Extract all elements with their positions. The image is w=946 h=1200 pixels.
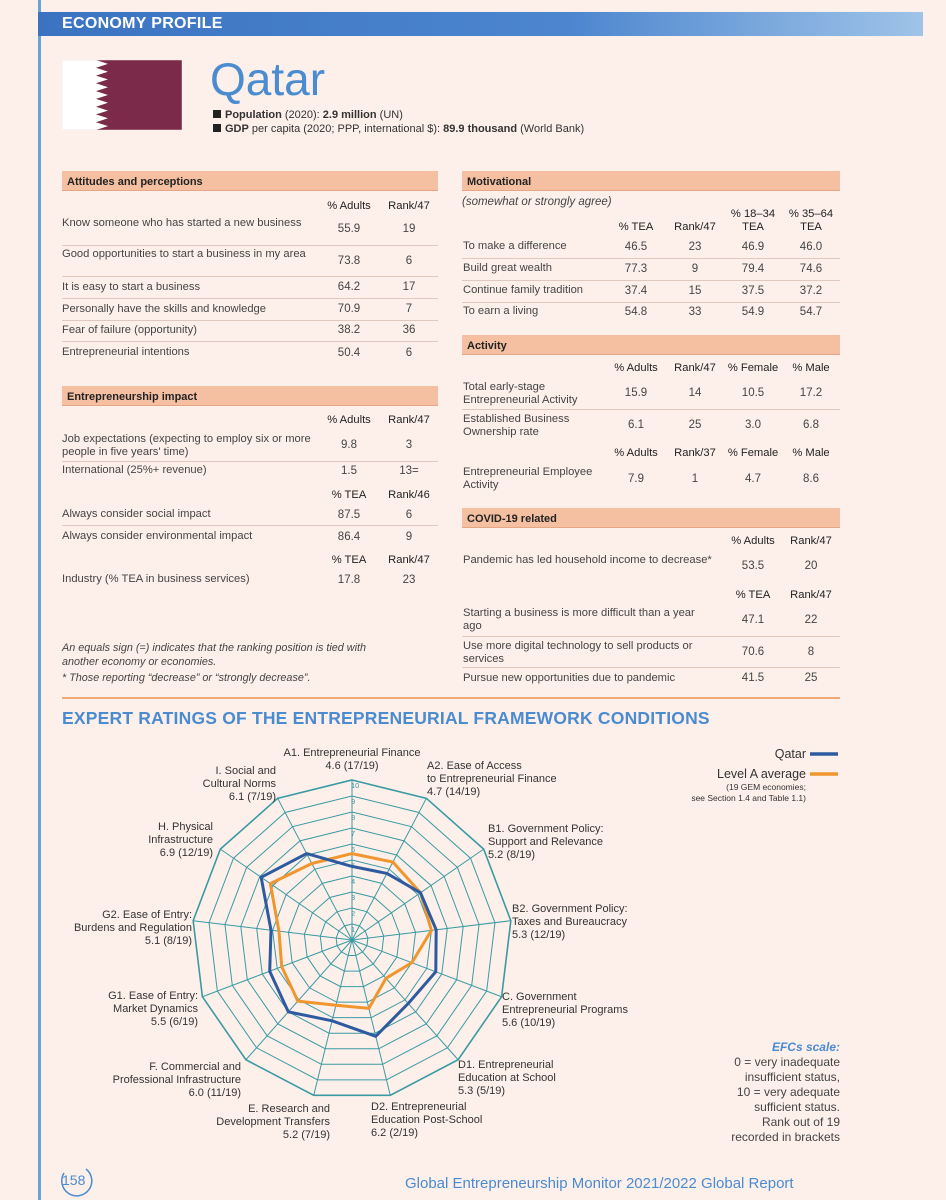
category-label: 5.2 (8/19) xyxy=(488,849,536,861)
row-divider xyxy=(62,276,438,277)
category-label: G1. Ease of Entry: xyxy=(108,990,198,1002)
legend-note: see Section 1.4 and Table 1.1) xyxy=(691,793,806,803)
table-cell: 86.4 xyxy=(337,531,361,543)
table-cell: 15.9 xyxy=(624,387,648,399)
col-header: % Female xyxy=(727,362,779,374)
row-divider xyxy=(462,409,840,410)
col-header: Rank/37 xyxy=(674,447,716,459)
expert-ratings-title: EXPERT RATINGS OF THE ENTREPRENEURIAL FRAMEWORK CONDITIONS xyxy=(62,708,710,728)
row-divider xyxy=(62,525,438,526)
category-label: 6.2 (2/19) xyxy=(371,1127,419,1139)
motivational-subtitle: (somewhat or strongly agree) xyxy=(462,196,612,208)
category-label: 5.5 (6/19) xyxy=(150,1016,198,1028)
tick-label: 7 xyxy=(351,829,356,838)
table-row-label: Know someone who has started a new business xyxy=(62,217,302,229)
row-divider xyxy=(62,298,438,299)
table-cell: 9.8 xyxy=(341,439,357,451)
efc-scale-line: recorded in brackets xyxy=(731,1130,840,1144)
table-row-label: To make a difference xyxy=(463,240,567,252)
table-cell: 19 xyxy=(402,223,416,235)
section-motivational: Motivational xyxy=(462,171,840,191)
table-cell: 25 xyxy=(804,672,818,684)
table-cell: 47.1 xyxy=(741,614,765,626)
col-header: Rank/47 xyxy=(790,589,832,601)
tick-label: 2 xyxy=(351,909,356,918)
col-header: % Adults xyxy=(327,414,371,426)
row-divider xyxy=(462,302,840,303)
table-cell: 33 xyxy=(688,306,702,318)
table-cell: 38.2 xyxy=(337,324,361,336)
table-cell: 6 xyxy=(405,347,413,359)
page-number: 158 xyxy=(62,1172,86,1188)
category-label: A1. Entrepreneurial Finance xyxy=(283,747,421,759)
footnote-equals: An equals sign (=) indicates that the ranking position is tied with another economy or economies. xyxy=(62,642,366,668)
category-label: Professional Infrastructure xyxy=(112,1074,241,1086)
category-label: Market Dynamics xyxy=(113,1003,198,1015)
category-label: Entrepreneurial Programs xyxy=(502,1004,628,1016)
col-header: % TEA xyxy=(331,489,367,501)
grid-spoke xyxy=(352,940,502,997)
category-label: C. Government xyxy=(502,991,577,1003)
category-label: Burdens and Regulation xyxy=(73,922,192,934)
col-header: % Adults xyxy=(731,535,775,547)
table-row-label: Industry (% TEA in business services) xyxy=(62,573,250,585)
section-divider xyxy=(62,697,840,699)
efc-scale-line: sufficient status. xyxy=(754,1100,840,1114)
tick-label: 10 xyxy=(351,781,360,790)
category-label: Education Post-School xyxy=(371,1114,483,1126)
table-row-label: Pursue new opportunities due to pandemic xyxy=(463,672,676,684)
table-cell: 54.7 xyxy=(799,306,823,318)
table-cell: 37.4 xyxy=(624,285,648,297)
category-label: Infrastructure xyxy=(148,834,213,846)
section-impact: Entrepreneurship impact xyxy=(62,386,438,406)
category-label: 5.3 (12/19) xyxy=(512,929,566,941)
category-label: 6.9 (12/19) xyxy=(159,847,213,859)
table-cell: 77.3 xyxy=(624,263,648,275)
efc-scale-line: insufficient status, xyxy=(744,1070,840,1084)
col-header: Rank/47 xyxy=(674,362,716,374)
table-cell: 17.2 xyxy=(799,387,823,399)
section-covid: COVID-19 related xyxy=(462,508,840,528)
col-header: % Adults xyxy=(327,200,371,212)
efc-scale-line: 10 = very adequate xyxy=(736,1085,840,1099)
efc-scale-line: Rank out of 19 xyxy=(761,1115,840,1129)
table-cell: 25 xyxy=(688,419,702,431)
table-row-label: Use more digital technology to sell products or services xyxy=(463,640,693,665)
col-header: % TEA xyxy=(618,221,654,233)
table-cell: 6 xyxy=(405,255,413,267)
table-cell: 46.5 xyxy=(624,241,648,253)
table-row-label: Always consider environmental impact xyxy=(62,530,253,542)
row-divider xyxy=(62,461,438,462)
table-row-label: Entrepreneurial intentions xyxy=(62,346,190,358)
table-cell: 53.5 xyxy=(741,560,765,572)
category-label: 5.6 (10/19) xyxy=(502,1017,556,1029)
row-divider xyxy=(462,258,840,259)
table-cell: 70.9 xyxy=(337,303,361,315)
category-label: B1. Government Policy: xyxy=(488,823,604,835)
table-cell: 64.2 xyxy=(337,281,361,293)
table-cell: 10.5 xyxy=(741,387,765,399)
col-header: % Male xyxy=(792,447,830,459)
legend-note: (19 GEM economies; xyxy=(726,782,806,792)
table-cell: 37.5 xyxy=(741,285,765,297)
category-label: Taxes and Bureaucracy xyxy=(512,916,627,928)
table-cell: 46.0 xyxy=(799,241,823,253)
table-cell: 1 xyxy=(691,473,699,485)
table-cell: 79.4 xyxy=(741,263,765,275)
table-row-label: It is easy to start a business xyxy=(62,281,201,293)
row-divider xyxy=(462,667,840,668)
col-header: % Male xyxy=(792,362,830,374)
table-cell: 50.4 xyxy=(337,347,361,359)
table-row-label: International (25%+ revenue) xyxy=(62,464,207,476)
table-cell: 41.5 xyxy=(741,672,765,684)
category-label: E. Research and xyxy=(248,1103,330,1115)
tick-label: 4 xyxy=(351,877,356,886)
grid-spoke xyxy=(278,798,352,940)
row-divider xyxy=(62,341,438,342)
table-cell: 23 xyxy=(688,241,702,253)
table-row-label: To earn a living xyxy=(463,305,539,317)
category-label: 6.1 (7/19) xyxy=(228,791,276,803)
row-divider xyxy=(462,280,840,281)
category-label: Development Transfers xyxy=(216,1116,330,1128)
efc-scale-note xyxy=(640,1040,840,1145)
tick-label: 3 xyxy=(351,893,356,902)
table-cell: 54.8 xyxy=(624,306,648,318)
col-header: % Adults xyxy=(614,362,658,374)
table-cell: 20 xyxy=(804,560,818,572)
table-cell: 1.5 xyxy=(341,465,357,477)
table-cell: 87.5 xyxy=(337,509,361,521)
table-row-label: Pandemic has led household income to decrease* xyxy=(463,554,712,566)
footnote-decrease: * Those reporting “decrease” or “strongly decrease”. xyxy=(62,672,311,684)
table-cell: 70.6 xyxy=(741,646,765,658)
tick-label: 6 xyxy=(351,845,356,854)
table-cell: 8.6 xyxy=(803,473,819,485)
category-label: A2. Ease of Access xyxy=(427,760,522,772)
col-header: Rank/47 xyxy=(388,414,430,426)
table-cell: 55.9 xyxy=(337,223,361,235)
table-row-label: Job expectations (expecting to employ six or more people in five years' time) xyxy=(62,433,311,458)
category-label: to Entrepreneurial Finance xyxy=(427,773,557,785)
bullet-square-icon xyxy=(213,124,221,132)
table-row-label: Personally have the skills and knowledge xyxy=(62,303,266,315)
table-cell: 54.9 xyxy=(741,306,765,318)
table-row-label: Always consider social impact xyxy=(62,508,211,520)
header-title: ECONOMY PROFILE xyxy=(62,15,223,32)
col-header: % Female xyxy=(727,447,779,459)
section-activity: Activity xyxy=(462,335,840,355)
category-label: B2. Government Policy: xyxy=(512,903,628,915)
table-cell: 17 xyxy=(402,281,416,293)
category-label: 5.2 (7/19) xyxy=(282,1129,330,1141)
table-cell: 17.8 xyxy=(337,574,361,586)
table-row-label: Established Business Ownership rate xyxy=(463,413,570,438)
category-label: D1. Entrepreneurial xyxy=(458,1059,554,1071)
efc-scale-line: 0 = very inadequate xyxy=(734,1055,840,1069)
grid-spoke xyxy=(352,940,458,1060)
col-header: Rank/47 xyxy=(674,221,716,233)
tick-label: 1 xyxy=(351,925,356,934)
table-cell: 74.6 xyxy=(799,263,823,275)
table-cell: 6 xyxy=(405,509,413,521)
table-cell: 8 xyxy=(807,646,815,658)
table-cell: 9 xyxy=(405,531,413,543)
col-header: % 35–64 TEA xyxy=(788,208,834,233)
table-cell: 4.7 xyxy=(745,473,761,485)
table-row-label: Entrepreneurial Employee Activity xyxy=(463,466,593,491)
table-cell: 15 xyxy=(688,285,702,297)
table-cell: 3 xyxy=(405,439,413,451)
category-label: Cultural Norms xyxy=(202,778,276,790)
row-divider xyxy=(462,636,840,637)
legend-label: Qatar xyxy=(774,747,806,761)
table-cell: 9 xyxy=(691,263,699,275)
table-cell: 6.8 xyxy=(803,419,819,431)
efc-scale-title: EFCs scale: xyxy=(771,1040,840,1054)
table-cell: 46.9 xyxy=(741,241,765,253)
category-label: 5.3 (5/19) xyxy=(458,1085,506,1097)
col-header: % Adults xyxy=(614,447,658,459)
table-row-label: Build great wealth xyxy=(463,262,552,274)
footer-text: Global Entrepreneurship Monitor 2021/2022 Global Report xyxy=(405,1175,794,1192)
row-divider xyxy=(62,320,438,321)
category-label: Education at School xyxy=(458,1072,556,1084)
category-label: 4.7 (14/19) xyxy=(427,786,481,798)
table-row-label: Fear of failure (opportunity) xyxy=(62,324,197,336)
table-cell: 14 xyxy=(688,387,702,399)
table-cell: 36 xyxy=(402,324,416,336)
table-cell: 13= xyxy=(399,465,419,477)
table-row-label: Good opportunities to start a business in my area xyxy=(62,248,306,260)
gdp-line: GDP per capita (2020; PPP, international $): 89.9 thousand (World Bank) xyxy=(213,123,584,135)
category-label: 4.6 (17/19) xyxy=(325,760,379,772)
table-cell: 7 xyxy=(405,303,413,315)
category-label: F. Commercial and xyxy=(149,1061,241,1073)
row-divider xyxy=(62,245,438,246)
col-header: % TEA xyxy=(735,589,771,601)
col-header: Rank/47 xyxy=(388,554,430,566)
population-line: Population (2020): 2.9 million (UN) xyxy=(213,109,403,121)
category-label: 5.1 (8/19) xyxy=(144,935,192,947)
table-cell: 22 xyxy=(804,614,818,626)
table-cell: 73.8 xyxy=(337,255,361,267)
category-label: Support and Relevance xyxy=(488,836,603,848)
category-label: G2. Ease of Entry: xyxy=(102,909,192,921)
col-header: Rank/47 xyxy=(790,535,832,547)
qatar-flag-icon xyxy=(62,60,182,130)
category-label: D2. Entrepreneurial xyxy=(371,1101,467,1113)
bullet-square-icon xyxy=(213,110,221,118)
category-label: I. Social and xyxy=(215,765,276,777)
table-cell: 6.1 xyxy=(628,419,644,431)
legend-label: Level A average xyxy=(717,767,806,781)
table-row-label: Starting a business is more difficult than a year ago xyxy=(463,607,695,632)
tick-label: 5 xyxy=(351,861,356,870)
section-attitudes: Attitudes and perceptions xyxy=(62,171,438,191)
tick-label: 9 xyxy=(351,797,356,806)
table-cell: 7.9 xyxy=(628,473,644,485)
table-cell: 37.2 xyxy=(799,285,823,297)
country-name: Qatar xyxy=(210,53,326,105)
table-cell: 3.0 xyxy=(745,419,761,431)
col-header: Rank/47 xyxy=(388,200,430,212)
table-cell: 23 xyxy=(402,574,416,586)
table-row-label: Total early-stage Entrepreneurial Activity xyxy=(463,381,578,406)
col-header: % TEA xyxy=(331,554,367,566)
col-header: % 18–34 TEA xyxy=(730,208,776,233)
category-label: 6.0 (11/19) xyxy=(188,1087,241,1099)
category-label: H. Physical xyxy=(157,821,213,833)
col-header: Rank/46 xyxy=(388,489,430,501)
tick-label: 8 xyxy=(351,813,356,822)
table-row-label: Continue family tradition xyxy=(463,284,584,296)
